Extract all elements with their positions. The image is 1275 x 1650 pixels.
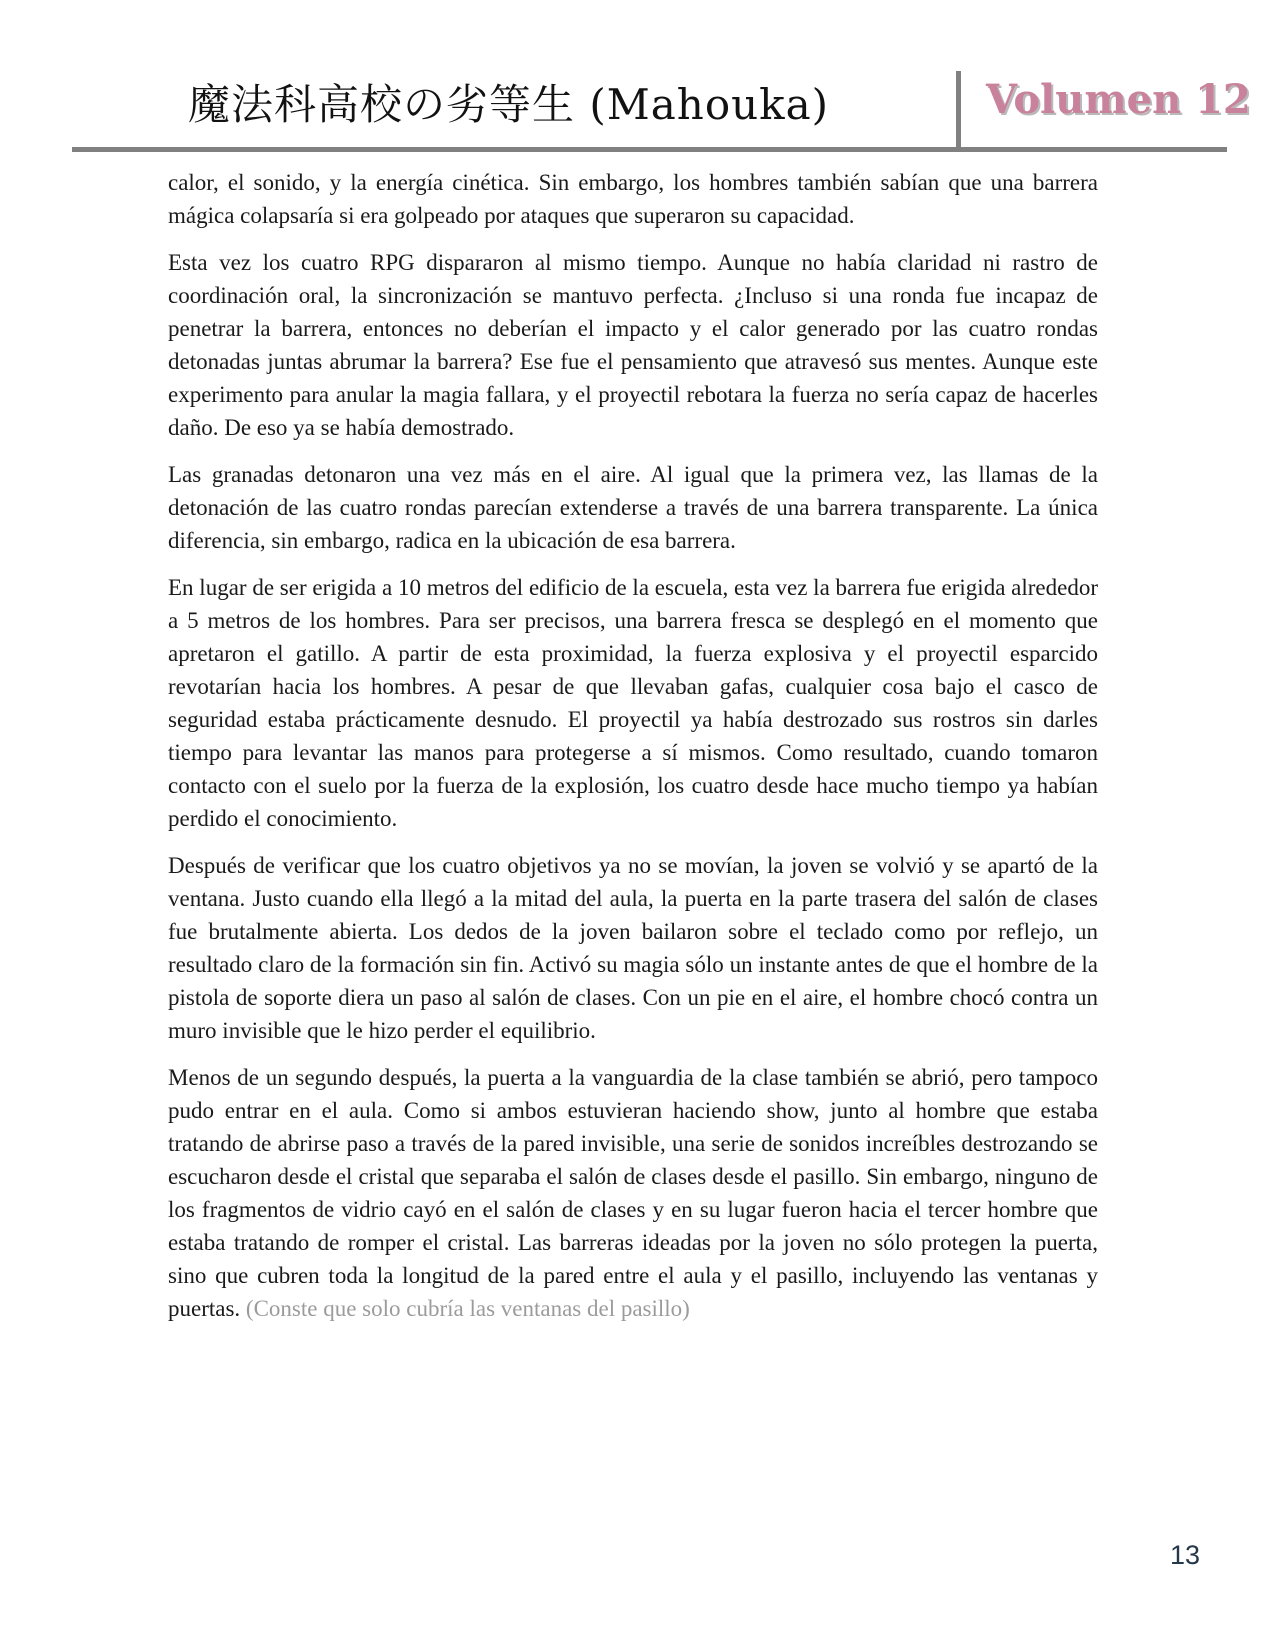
paragraph-2: Esta vez los cuatro RPG dispararon al mismo tiempo. Aunque no había claridad ni rastro de coordinación oral, la sincronización se mantuvo perfecta. ¿Incluso si una ronda fue incapaz de penetrar la barrera, entonces no deberían el impacto y el calor generado por las cuatro rondas detonadas juntas abrumar la barrera? Ese fue el pensamiento que atravesó sus mentes. Aunque este experimento para anular la magia fallara, y el proyectil rebotara la fuerza no sería capaz de hacerles daño. De eso ya se había demostrado.: [168, 250, 1098, 440]
paragraph-6-main-text: Menos de un segundo después, la puerta a la vanguardia de la clase también se abrió, pero tampoco pudo entrar en el aula. Como si ambos estuvieran haciendo show, junto al hombre que estaba tratando de abrirse paso a través de la pared invisible, una serie de sonidos increíbles destrozando se escucharon desde el cristal que separaba el salón de clases desde el pasillo. Sin embargo, ninguno de los fragmentos de vidrio cayó en el salón de clases y en su lugar fueron hacia el tercer hombre que estaba tratando de romper el cristal. Las barreras ideadas por la joven no sólo protegen la puerta, sino que cubren toda la longitud de la pared entre el aula y el pasillo, incluyendo las ventanas y puertas.: [168, 1065, 1098, 1321]
page-number: 13: [1170, 1540, 1201, 1570]
header-divider: [956, 71, 961, 152]
paragraph-6: [168, 1061, 1098, 1325]
page-title: 魔法科高校の劣等生 (Mahouka): [188, 80, 830, 129]
translator-note: (Conste que solo cubría las ventanas del pasillo): [240, 1296, 690, 1321]
paragraph-4: En lugar de ser erigida a 10 metros del edificio de la escuela, esta vez la barrera fue erigida alrededor a 5 metros de los hombres. Para ser precisos, una barrera fresca se desplegó en el momento que apretaron el gatillo. A partir de esta proximidad, la fuerza explosiva y el proyectil esparcido revotarían hacia los hombres. A pesar de que llevaban gafas, cualquier cosa bajo el casco de seguridad estaba prácticamente desnudo. El proyectil ya había destrozado sus rostros sin darles tiempo para levantar las manos para protegerse a sí mismos. Como resultado, cuando tomaron contacto con el suelo por la fuerza de la explosión, los cuatro desde hace mucho tiempo ya habían perdido el conocimiento.: [168, 575, 1098, 831]
header-rule: [72, 147, 1227, 152]
paragraph-5: Después de verificar que los cuatro objetivos ya no se movían, la joven se volvió y se apartó de la ventana. Justo cuando ella llegó a la mitad del aula, la puerta en la parte trasera del salón de clases fue brutalmente abierta. Los dedos de la joven bailaron sobre el teclado como por reflejo, un resultado claro de la formación sin fin. Activó su magia sólo un instante antes de que el hombre de la pistola de soporte diera un paso al salón de clases. Con un pie en el aire, el hombre chocó contra un muro invisible que le hizo perder el equilibrio.: [168, 853, 1098, 1043]
paragraph-3: Las granadas detonaron una vez más en el aire. Al igual que la primera vez, las llamas de la detonación de las cuatro rondas parecían extenderse a través de una barrera transparente. La única diferencia, sin embargo, radica en la ubicación de esa barrera.: [168, 462, 1098, 553]
volume-label: Volumen 12: [986, 76, 1251, 123]
paragraph-1: calor, el sonido, y la energía cinética. Sin embargo, los hombres también sabían que una barrera mágica colapsaría si era golpeado por ataques que superaron su capacidad.: [168, 170, 1098, 228]
body-text: [168, 166, 1098, 1339]
